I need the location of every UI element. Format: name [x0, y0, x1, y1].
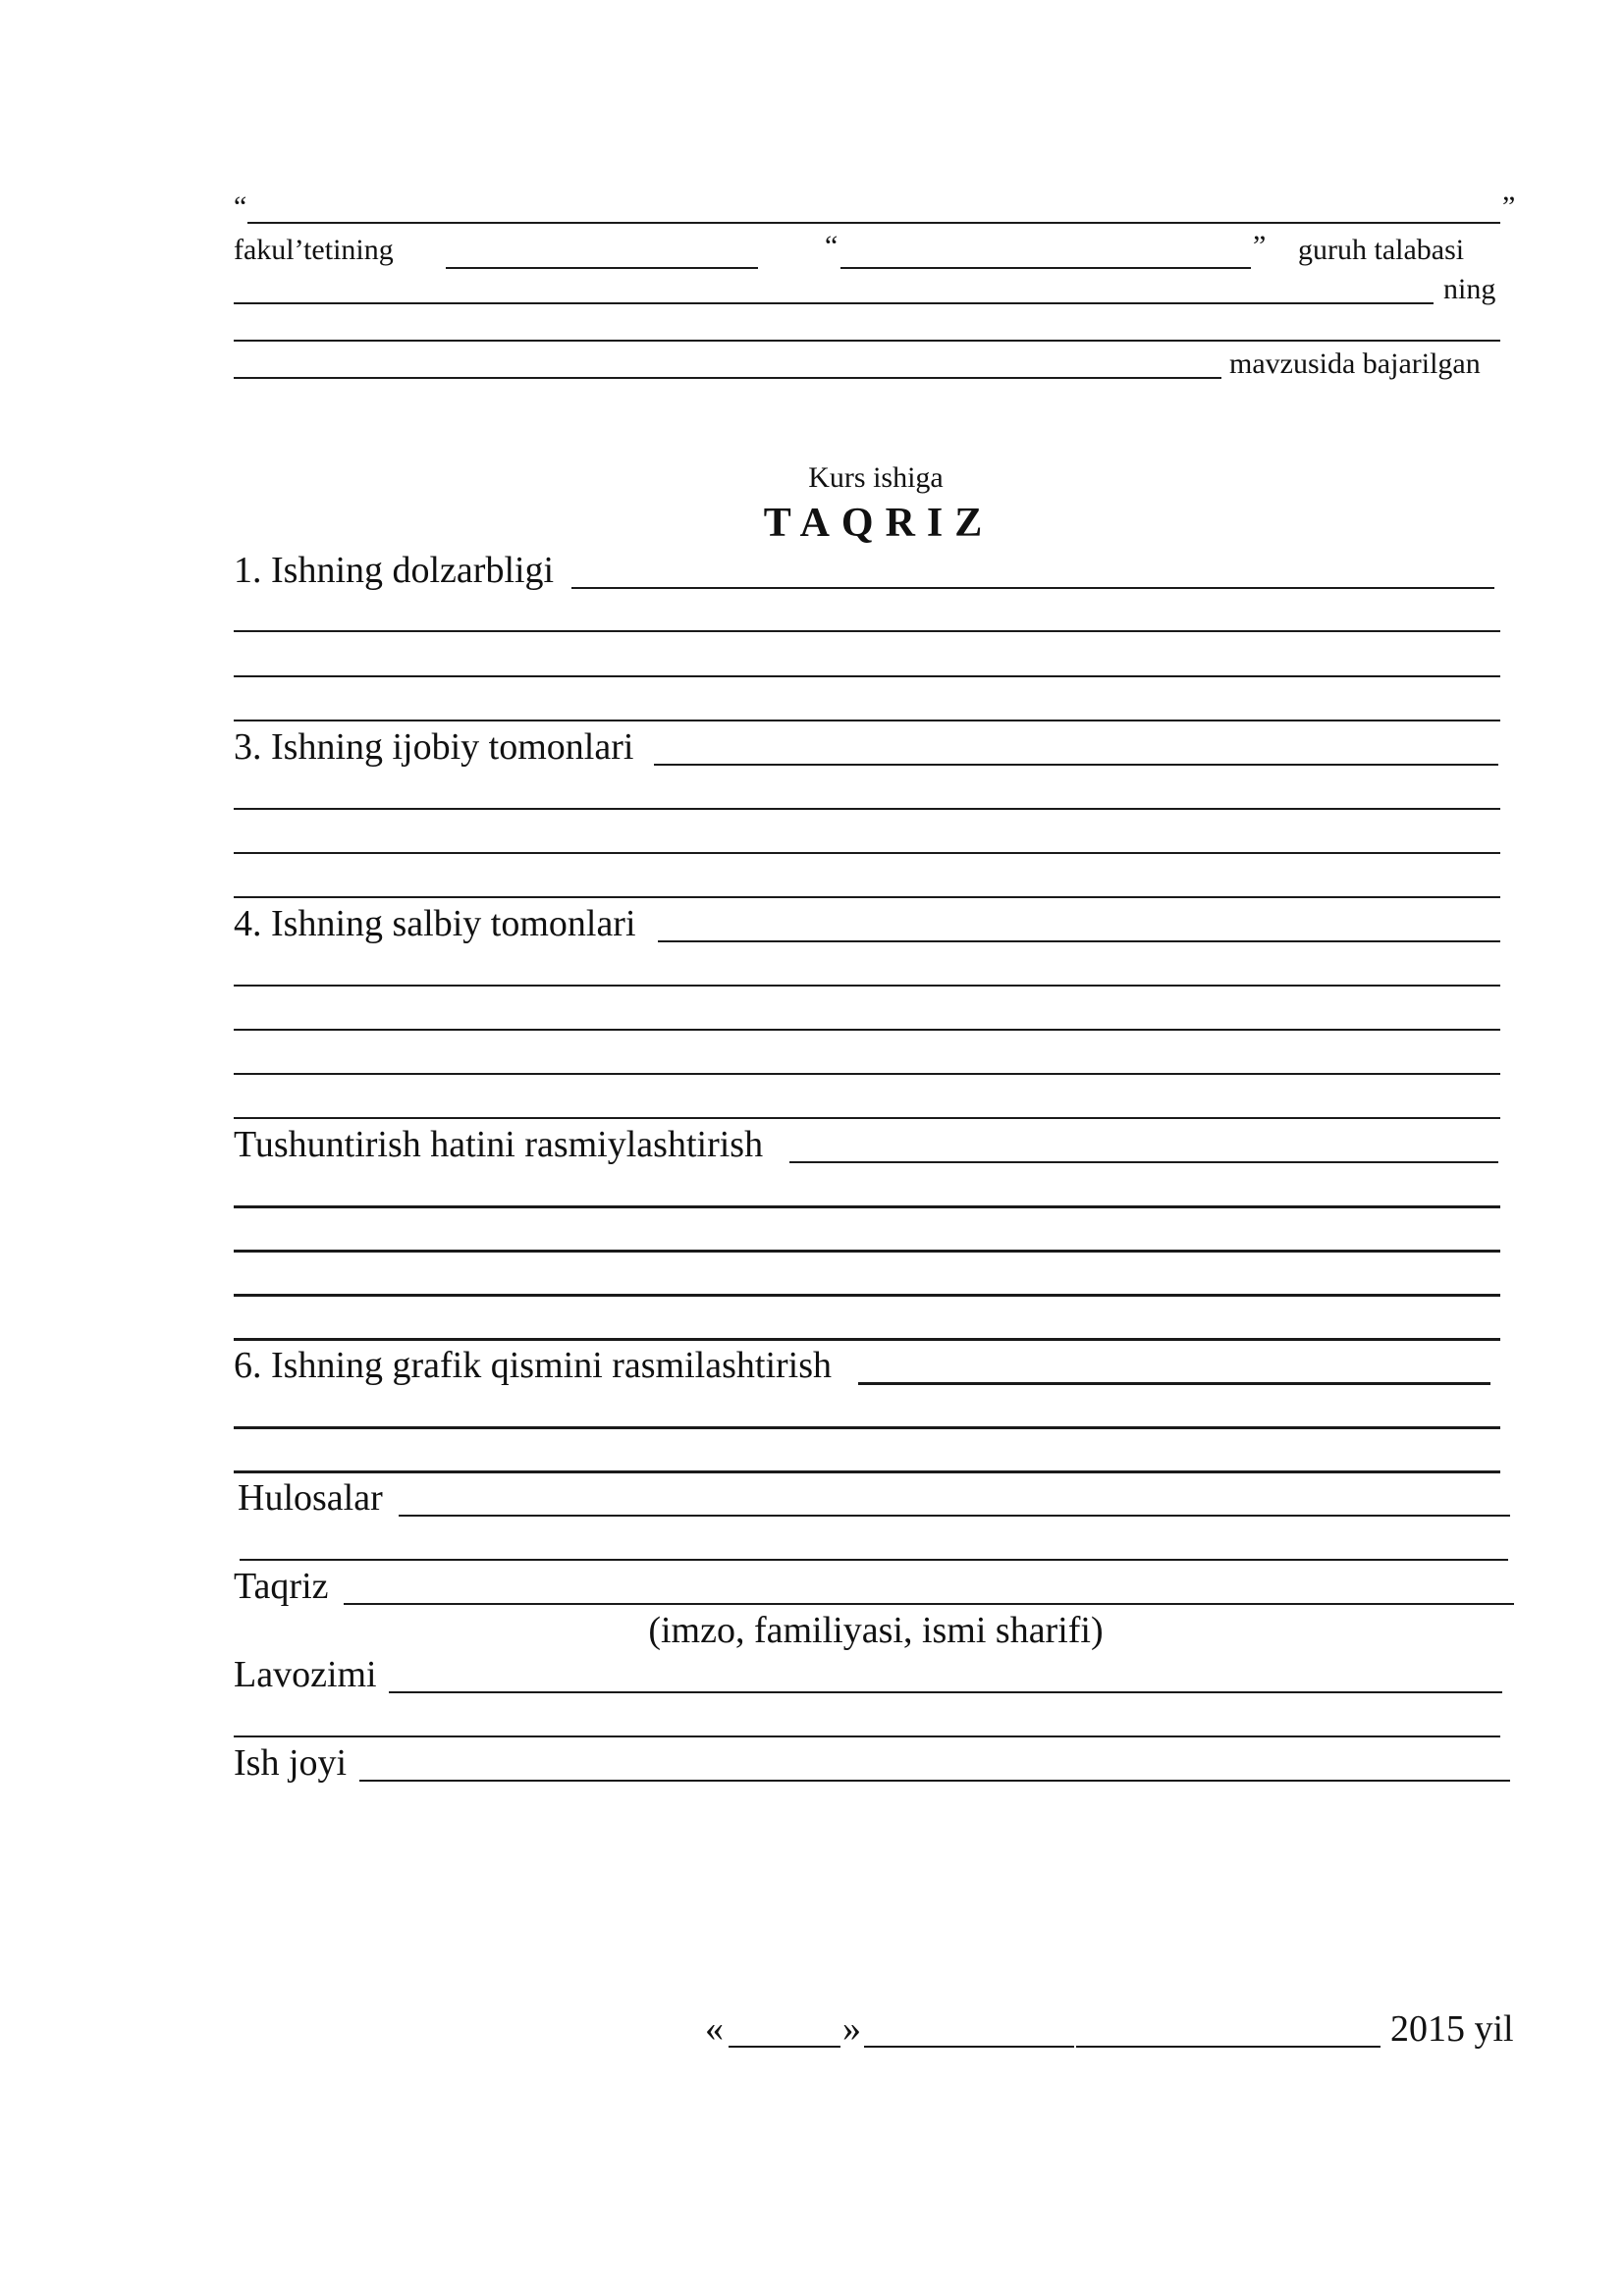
date-month-line-2[interactable]: [1076, 2046, 1380, 2048]
relevance-line-2[interactable]: [234, 630, 1500, 632]
relevance-line-4[interactable]: [234, 720, 1500, 721]
date-day-line[interactable]: [729, 2046, 840, 2048]
group-student-label: guruh talabasi: [1298, 234, 1465, 266]
graphic-part-line-2[interactable]: [234, 1426, 1500, 1429]
explanatory-note-line-3[interactable]: [234, 1250, 1500, 1253]
explanatory-note-line-2[interactable]: [234, 1205, 1500, 1208]
workplace-label: Ish joyi: [234, 1742, 348, 1784]
header-close-quote: ”: [1502, 190, 1516, 223]
name-suffix: ning: [1443, 273, 1496, 305]
graphic-part-line-1[interactable]: [858, 1382, 1490, 1385]
course-line[interactable]: [446, 267, 758, 269]
graphic-part-line-3[interactable]: [234, 1470, 1500, 1473]
explanatory-note-line-4[interactable]: [234, 1294, 1500, 1297]
explanatory-note-line-5[interactable]: [234, 1338, 1500, 1341]
reviewer-label: Taqriz: [234, 1566, 329, 1607]
negative-line-1[interactable]: [658, 940, 1500, 942]
group-open-quote: “: [825, 230, 839, 262]
reviewer-hint: (imzo, familiyasi, ismi sharifi): [648, 1610, 1104, 1651]
graphic-part-label: 6. Ishning grafik qismini rasmilashtirish: [234, 1345, 833, 1386]
conclusions-line-2[interactable]: [240, 1559, 1508, 1561]
form-subtitle: Kurs ishiga: [808, 461, 944, 494]
explanatory-note-label: Tushuntirish hatini rasmiylashtirish: [234, 1124, 764, 1165]
negative-label: 4. Ishning salbiy tomonlari: [234, 903, 636, 944]
date-open-quote: «: [705, 2008, 724, 2050]
faculty-name-line[interactable]: [247, 222, 1500, 224]
position-line-2[interactable]: [234, 1735, 1500, 1737]
group-number-line[interactable]: [840, 267, 1251, 269]
student-name-line[interactable]: [234, 302, 1434, 304]
positive-label: 3. Ishning ijobiy tomonlari: [234, 726, 634, 768]
date-close-quote: »: [842, 2008, 861, 2050]
relevance-label: 1. Ishning dolzarbligi: [234, 550, 555, 591]
group-close-quote: ”: [1253, 230, 1267, 262]
date-month-line-1[interactable]: [864, 2046, 1074, 2048]
explanatory-note-line-1[interactable]: [789, 1161, 1498, 1163]
negative-line-2[interactable]: [234, 985, 1500, 987]
negative-line-4[interactable]: [234, 1073, 1500, 1075]
faculty-label: fakul’tetining: [234, 234, 394, 266]
topic-line-1[interactable]: [234, 340, 1500, 342]
positive-line-2[interactable]: [234, 808, 1500, 810]
conclusions-line-1[interactable]: [399, 1515, 1510, 1517]
relevance-line-1[interactable]: [571, 587, 1494, 589]
topic-line-2[interactable]: [234, 377, 1221, 379]
positive-line-3[interactable]: [234, 852, 1500, 854]
negative-line-3[interactable]: [234, 1029, 1500, 1031]
positive-line-4[interactable]: [234, 896, 1500, 898]
form-title: TAQRIZ: [763, 501, 995, 546]
position-label: Lavozimi: [234, 1654, 377, 1695]
date-year: 2015 yil: [1390, 2008, 1514, 2050]
topic-suffix: mavzusida bajarilgan: [1229, 347, 1481, 380]
header-open-quote: “: [234, 190, 247, 223]
position-line-1[interactable]: [389, 1691, 1502, 1693]
positive-line-1[interactable]: [654, 764, 1498, 766]
workplace-line[interactable]: [359, 1780, 1510, 1782]
conclusions-label: Hulosalar: [238, 1477, 383, 1519]
relevance-line-3[interactable]: [234, 675, 1500, 677]
reviewer-line[interactable]: [344, 1603, 1514, 1605]
negative-line-5[interactable]: [234, 1117, 1500, 1119]
